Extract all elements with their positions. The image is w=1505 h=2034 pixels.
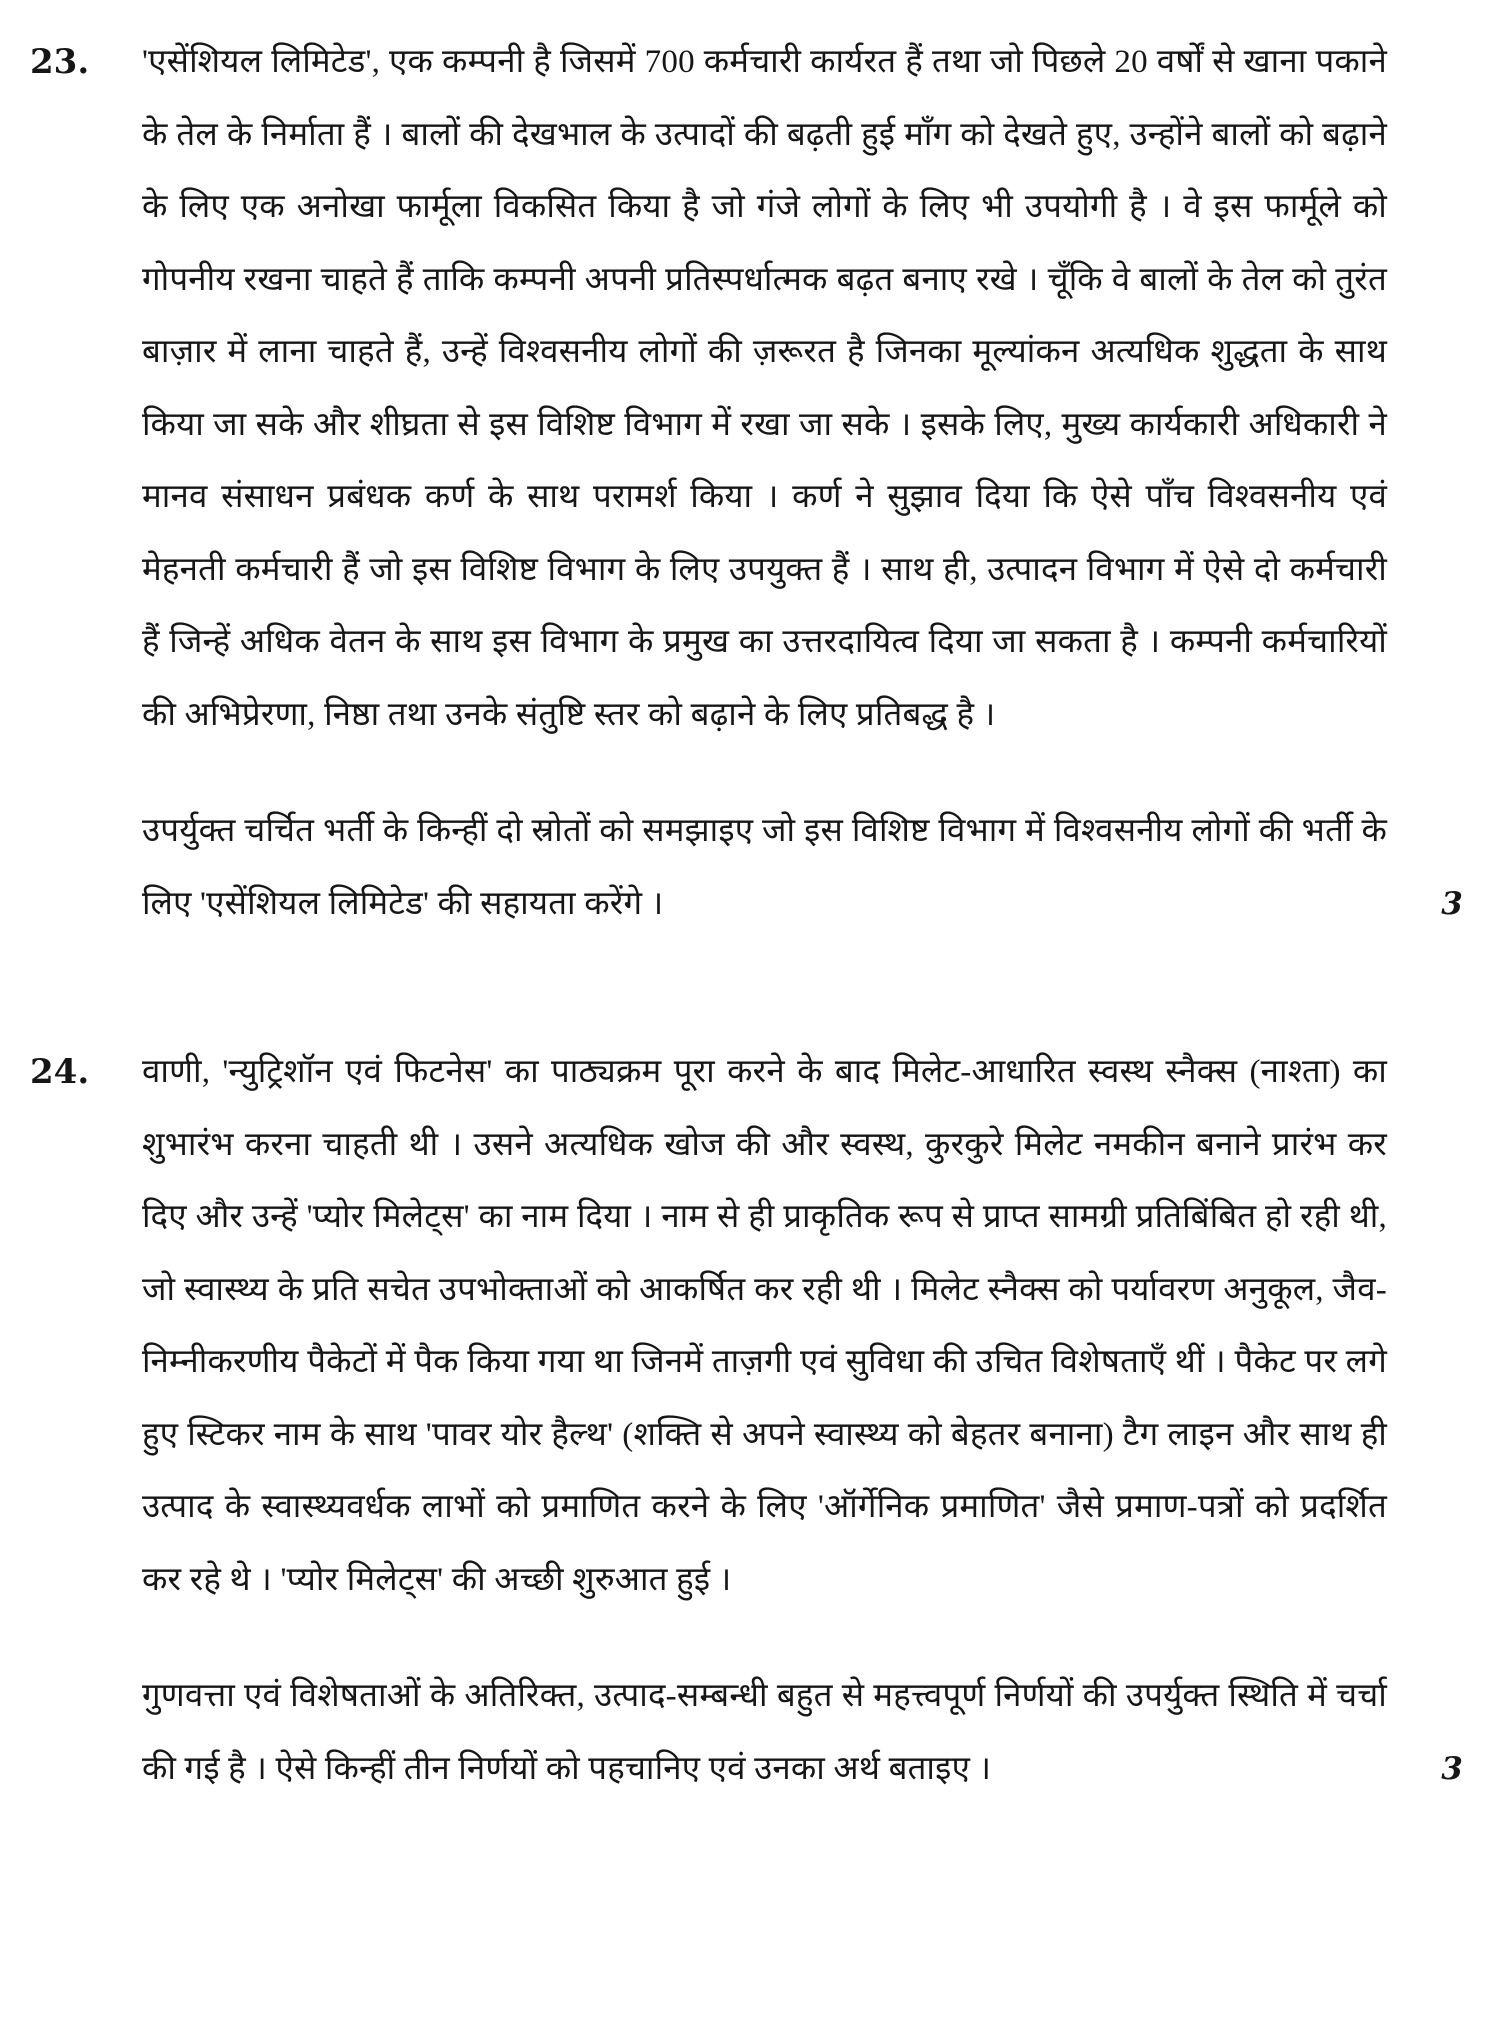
question-24 <box>30 1036 1463 1805</box>
case-paragraph: 'एसेंशियल लिमिटेड', एक कम्पनी है जिसमें 700 कर्मचारी कार्यरत हैं तथा जो पिछले 20 वर्षों से खाना पकाने के तेल के निर्माता हैं । बालों की देखभाल के उत्पादों की बढ़ती हुई माँग को देखते हुए, उन्होंने बालों को बढ़ाने के लिए एक अनोखा फार्मूला विकसित किया है जो गंजे लोगों के लिए भी उपयोगी है । वे इस फार्मूले को गोपनीय रखना चाहते हैं ताकि कम्पनी अपनी प्रतिस्पर्धात्मक बढ़त बनाए रखे । चूँकि वे बालों के तेल को तुरंत बाज़ार में लाना चाहते हैं, उन्हें विश्वसनीय लोगों की ज़रूरत है जिनका मूल्यांकन अत्यधिक शुद्धता के साथ किया जा सके और शीघ्रता से इस विशिष्ट विभाग में रखा जा सके । इसके लिए, मुख्य कार्यकारी अधिकारी ने मानव संसाधन प्रबंधक कर्ण के साथ परामर्श किया । कर्ण ने सुझाव दिया कि ऐसे पाँच विश्वसनीय एवं मेहनती कर्मचारी हैं जो इस विशिष्ट विभाग के लिए उपयुक्त हैं । साथ ही, उत्पादन विभाग में ऐसे दो कर्मचारी हैं जिन्हें अधिक वेतन के साथ इस विभाग के प्रमुख का उत्तरदायित्व दिया जा सकता है । कम्पनी कर्मचारियों की अभिप्रेरणा, निष्ठा तथा उनके संतुष्टि स्तर को बढ़ाने के लिए प्रतिबद्ध है । <box>142 44 1387 733</box>
case-paragraph: वाणी, 'न्युट्रिशॉन एवं फिटनेस' का पाठ्यक्रम पूरा करने के बाद मिलेट-आधारित स्वस्थ स्नैक्स (नाश्ता) का शुभारंभ करना चाहती थी । उसने अत्यधिक खोज की और स्वस्थ, कुरकुरे मिलेट नमकीन बनाने प्रारंभ कर दिए और उन्हें 'प्योर मिलेट्स' का नाम दिया । नाम से ही प्राकृतिक रूप से प्राप्त सामग्री प्रतिबिंबित हो रही थी, जो स्वास्थ्य के प्रति सचेत उपभोक्ताओं को आकर्षित कर रही थी । मिलेट स्नैक्स को पर्यावरण अनुकूल, जैव-निम्नीकरणीय पैकेटों में पैक किया गया था जिनमें ताज़गी एवं सुविधा की उचित विशेषताएँ थीं । पैकेट पर लगे हुए स्टिकर नाम के साथ 'पावर योर हैल्थ' (शक्ति से अपने स्वास्थ्य को बेहतर बनाना) टैग लाइन और साथ ही उत्पाद के स्वास्थ्यवर्धक लाभों को प्रमाणित करने के लिए 'ऑर्गेनिक प्रमाणित' जैसे प्रमाण-पत्रों को प्रदर्शित कर रहे थे । 'प्योर मिलेट्स' की अच्छी शुरुआत हुई । <box>142 1054 1387 1598</box>
question-text: उपर्युक्त चर्चित भर्ती के किन्हीं दो स्रोतों को समझाइए जो इस विशिष्ट विभाग में विश्वसनीय लोगों की भर्ती के लिए 'एसेंशियल लिमिटेड' की सहायता करेंगे । <box>142 813 1387 922</box>
question-body <box>142 26 1463 940</box>
question-paragraph <box>142 795 1463 940</box>
question-paragraph <box>142 1660 1463 1805</box>
question-number: 24. <box>30 1052 90 1092</box>
marks-label: 3 <box>1441 1750 1463 1787</box>
question-text: गुणवत्ता एवं विशेषताओं के अतिरिक्त, उत्पाद-सम्बन्धी बहुत से महत्त्वपूर्ण निर्णयों की उपर्युक्त स्थिति में चर्चा की गई है । ऐसे किन्हीं तीन निर्णयों को पहचानिए एवं उनका अर्थ बताइए । <box>142 1678 1387 1787</box>
marks-label: 3 <box>1441 885 1463 922</box>
question-number: 23. <box>30 42 90 82</box>
question-23 <box>30 26 1463 940</box>
question-body <box>142 1036 1463 1805</box>
